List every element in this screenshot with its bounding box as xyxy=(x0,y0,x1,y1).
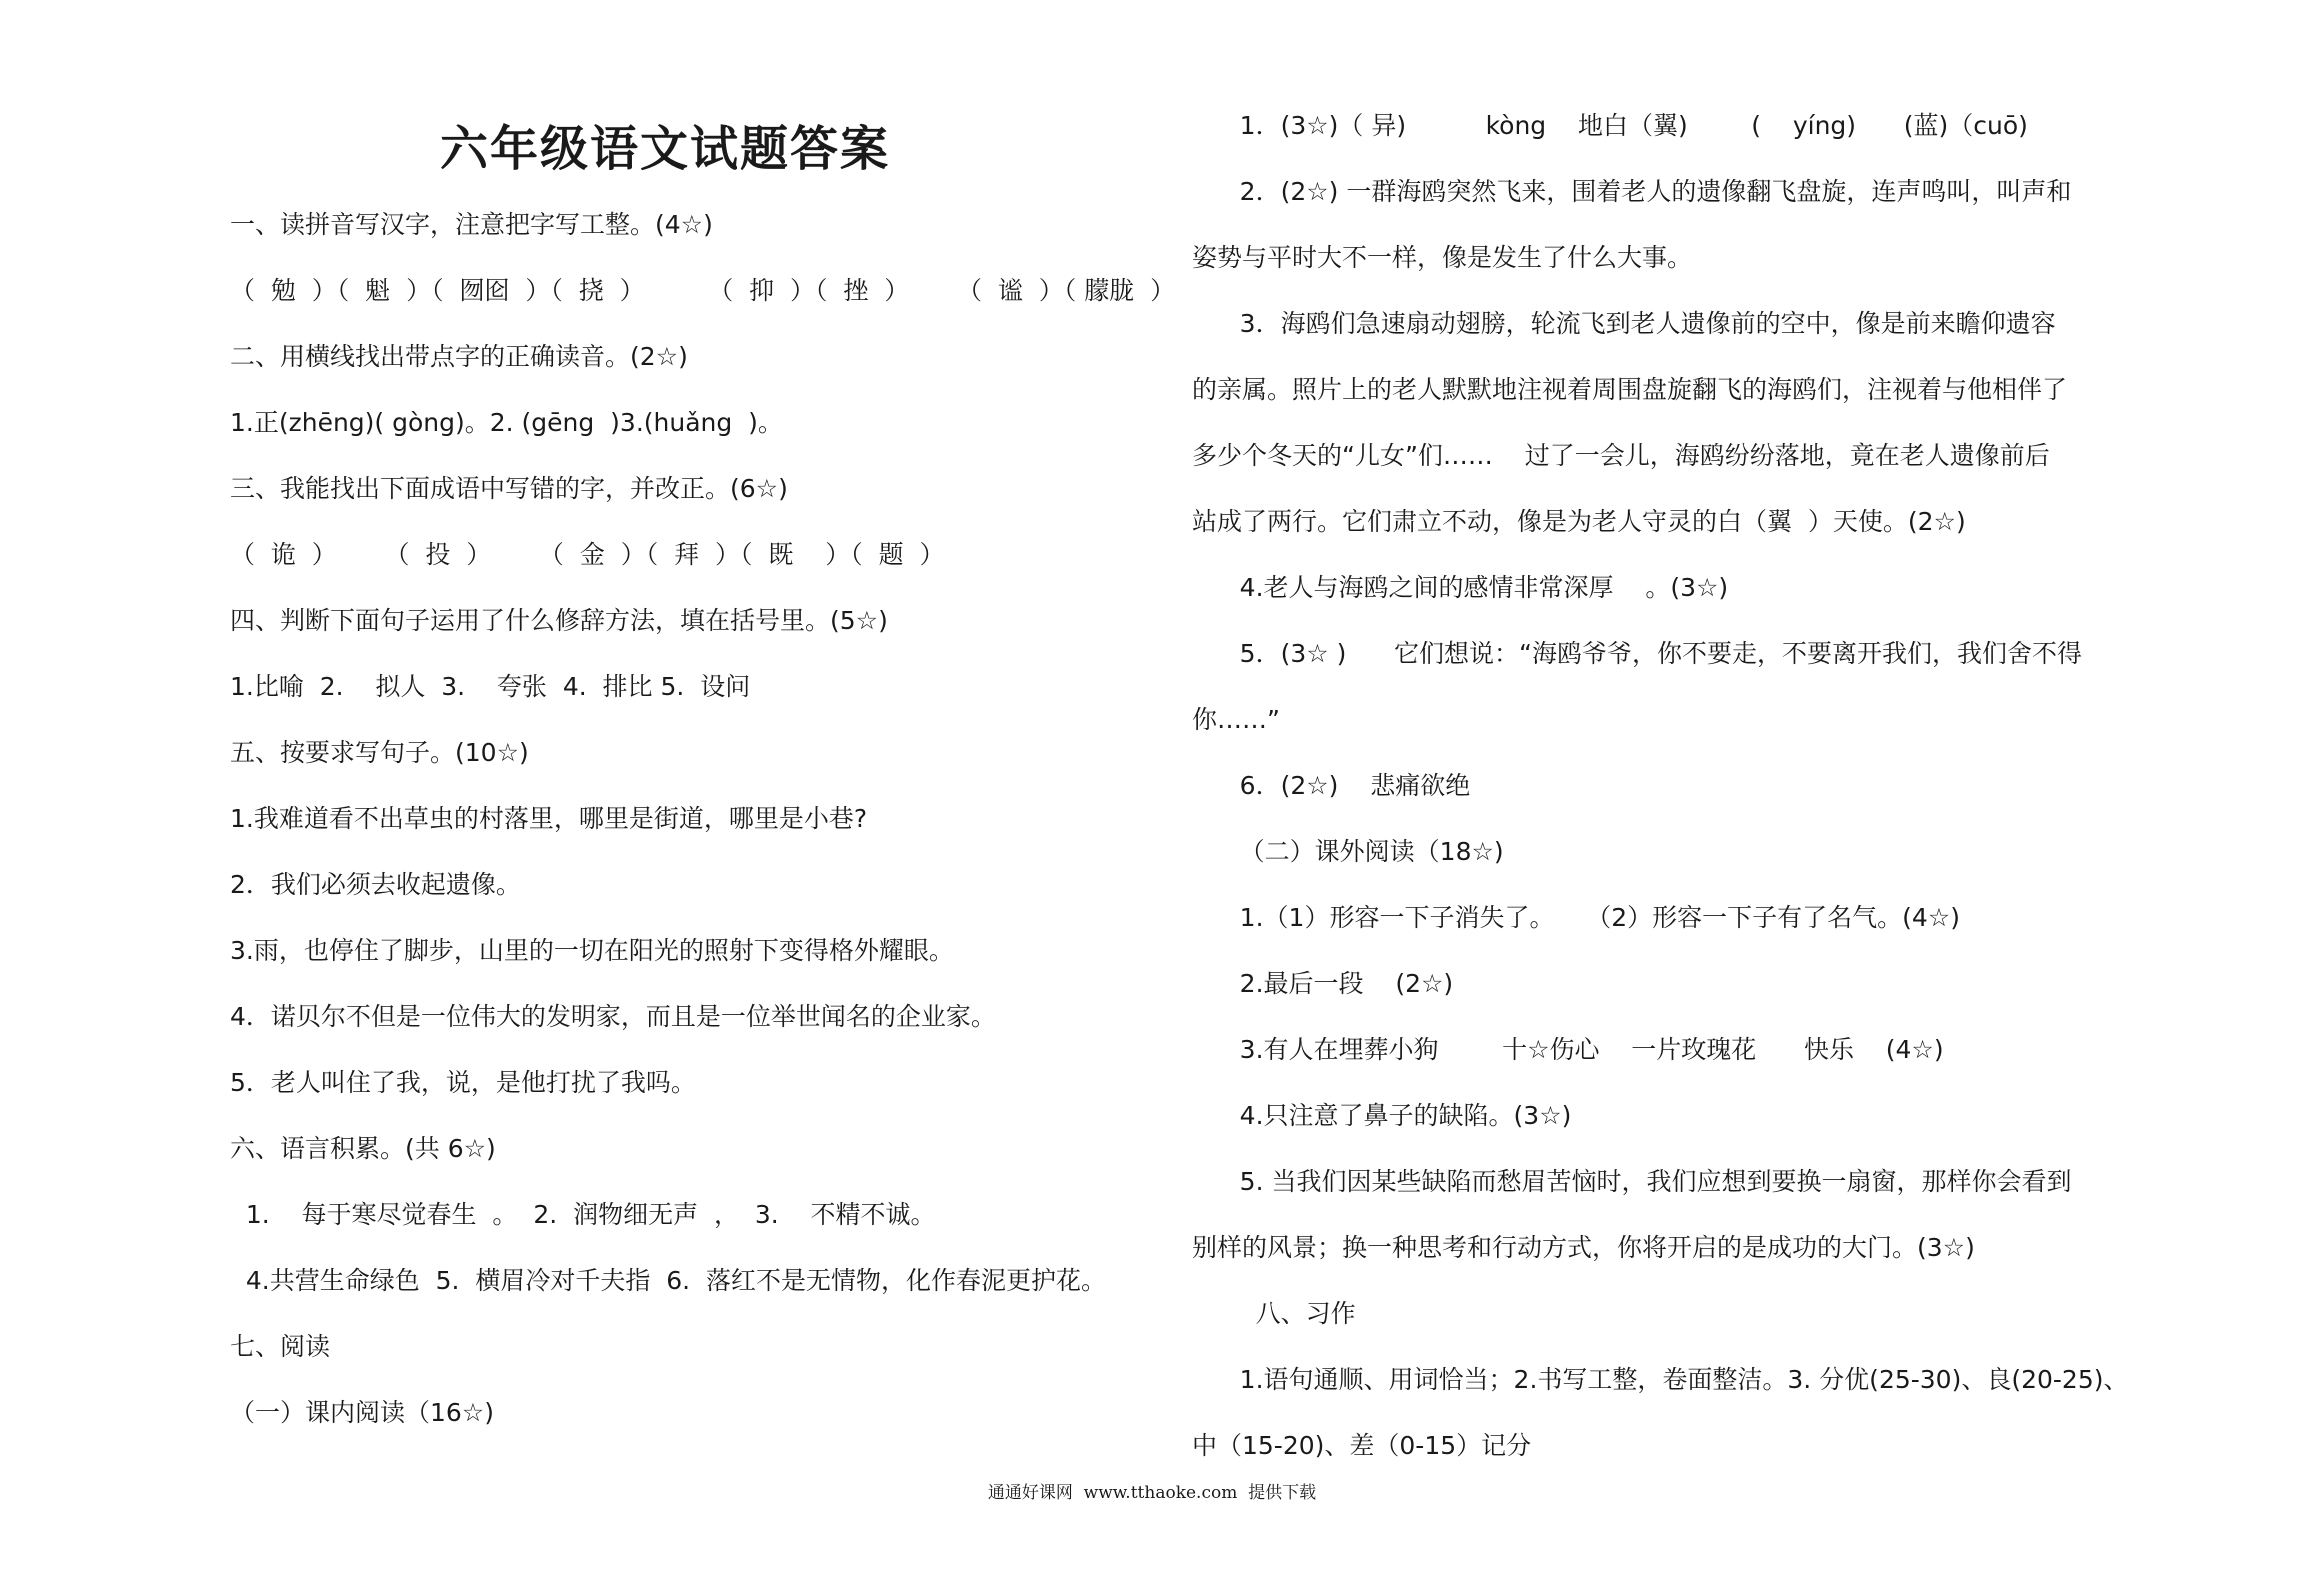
right-column-line: 1.语句通顺、用词恰当；2.书写工整，卷面整洁。3. 分优(25-30)、良(20-25)、 xyxy=(1192,1365,2129,1394)
left-column-line: 1.正(zhēng)( gòng)。2. (gēng )3.(huǎng )。 xyxy=(230,408,783,437)
right-column-line: 2．(2☆) 一群海鸥突然飞来，围着老人的遗像翻飞盘旋，连声鸣叫，叫声和 xyxy=(1192,177,2072,206)
right-column-line: 4.只注意了鼻子的缺陷。(3☆) xyxy=(1192,1101,1572,1130)
right-column-line: 6．(2☆) 悲痛欲绝 xyxy=(1192,771,1471,800)
right-column-line: 姿势与平时大不一样，像是发生了什么大事。 xyxy=(1192,243,1693,272)
right-column-line: 5．(3☆ ) 它们想说：“海鸥爷爷，你不要走，不要离开我们，我们舍不得 xyxy=(1192,639,2082,668)
left-column-line: 三、我能找出下面成语中写错的字，并改正。(6☆) xyxy=(230,474,788,503)
left-column-line: 五、按要求写句子。(10☆) xyxy=(230,738,529,767)
left-column-line: 1.我难道看不出草虫的村落里，哪里是街道，哪里是小巷? xyxy=(230,804,868,833)
right-column-line: 中（15-20)、差（0-15）记分 xyxy=(1192,1431,1532,1460)
left-column-line: 4.共营生命绿色 5. 横眉冷对千夫指 6. 落红不是无情物，化作春泥更护花。 xyxy=(230,1266,1107,1295)
right-column-line: 4.老人与海鸥之间的感情非常深厚 。(3☆) xyxy=(1192,573,1729,602)
page-footer: 通通好课网 www.tthaoke.com 提供下载 xyxy=(987,1483,1317,1503)
left-column-line: 3.雨，也停住了脚步，山里的一切在阳光的照射下变得格外耀眼。 xyxy=(230,936,954,965)
right-column-line: 你……” xyxy=(1192,705,1280,734)
right-column-line: 八、习作 xyxy=(1192,1299,1356,1328)
left-column-line: 四、判断下面句子运用了什么修辞方法，填在括号里。(5☆) xyxy=(230,606,888,635)
left-column-line: 一、读拼音写汉字，注意把字写工整。(4☆) xyxy=(230,210,713,239)
right-column-line: 的亲属。照片上的老人默默地注视着周围盘旋翻飞的海鸥们，注视着与他相伴了 xyxy=(1192,375,2068,404)
right-column-line: 2.最后一段 (2☆) xyxy=(1192,969,1454,998)
left-column-line: 4．诺贝尔不但是一位伟大的发明家，而且是一位举世闻名的企业家。 xyxy=(230,1002,996,1031)
left-column-line: 六、语言积累。(共 6☆) xyxy=(230,1134,496,1163)
right-column-line: 站成了两行。它们肃立不动，像是为老人守灵的白（翼 ）天使。(2☆) xyxy=(1192,507,1966,536)
right-column-line: 3.有人在埋葬小狗 十☆伤心 一片玫瑰花 快乐 (4☆) xyxy=(1192,1035,1944,1064)
right-column-line: 1．(3☆)（ 异) kòng 地白（翼) ( yíng) (蓝)（cuō) xyxy=(1192,111,2028,140)
left-column-line: 二、用横线找出带点字的正确读音。(2☆) xyxy=(230,342,688,371)
left-column-line: 5．老人叫住了我，说，是他打扰了我吗。 xyxy=(230,1068,696,1097)
left-column-line: 七、阅读 xyxy=(230,1332,331,1361)
left-column-line: （ 诡 ） （ 投 ） （ 金 ）（ 拜 ）（ 既 ）（ 题 ） xyxy=(230,540,945,569)
right-column-line: 5. 当我们因某些缺陷而愁眉苦恼时，我们应想到要换一扇窗，那样你会看到 xyxy=(1192,1167,2072,1196)
right-column-line: 别样的风景；换一种思考和行动方式，你将开启的是成功的大门。(3☆) xyxy=(1192,1233,1975,1262)
left-column-line: （ 勉 ）（ 魁 ）（ 囫囵 ）（ 挠 ） （ 抑 ）（ 挫 ） （ 谧 ）（ 朦胧 ） xyxy=(230,276,1176,305)
left-column-line: 2．我们必须去收起遗像。 xyxy=(230,870,521,899)
left-column-line: （一）课内阅读（16☆) xyxy=(230,1398,494,1427)
left-column-line: 1.比喻 2. 拟人 3. 夸张 4. 排比 5. 设问 xyxy=(230,672,751,701)
left-column-line: 1. 每于寒尽觉春生 。 2. 润物细无声 ， 3. 不精不诚。 xyxy=(230,1200,936,1229)
right-column-line: 1.（1）形容一下子消失了。 （2）形容一下子有了名气。(4☆) xyxy=(1192,903,1960,932)
right-column-line: 多少个冬天的“儿女”们…… 过了一会儿，海鸥纷纷落地，竟在老人遗像前后 xyxy=(1192,441,2050,470)
right-column-line: 3．海鸥们急速扇动翅膀，轮流飞到老人遗像前的空中，像是前来瞻仰遗容 xyxy=(1192,309,2056,338)
page-title: 六年级语文试题答案 xyxy=(440,121,891,177)
right-column-line: （二）课外阅读（18☆) xyxy=(1192,837,1504,866)
